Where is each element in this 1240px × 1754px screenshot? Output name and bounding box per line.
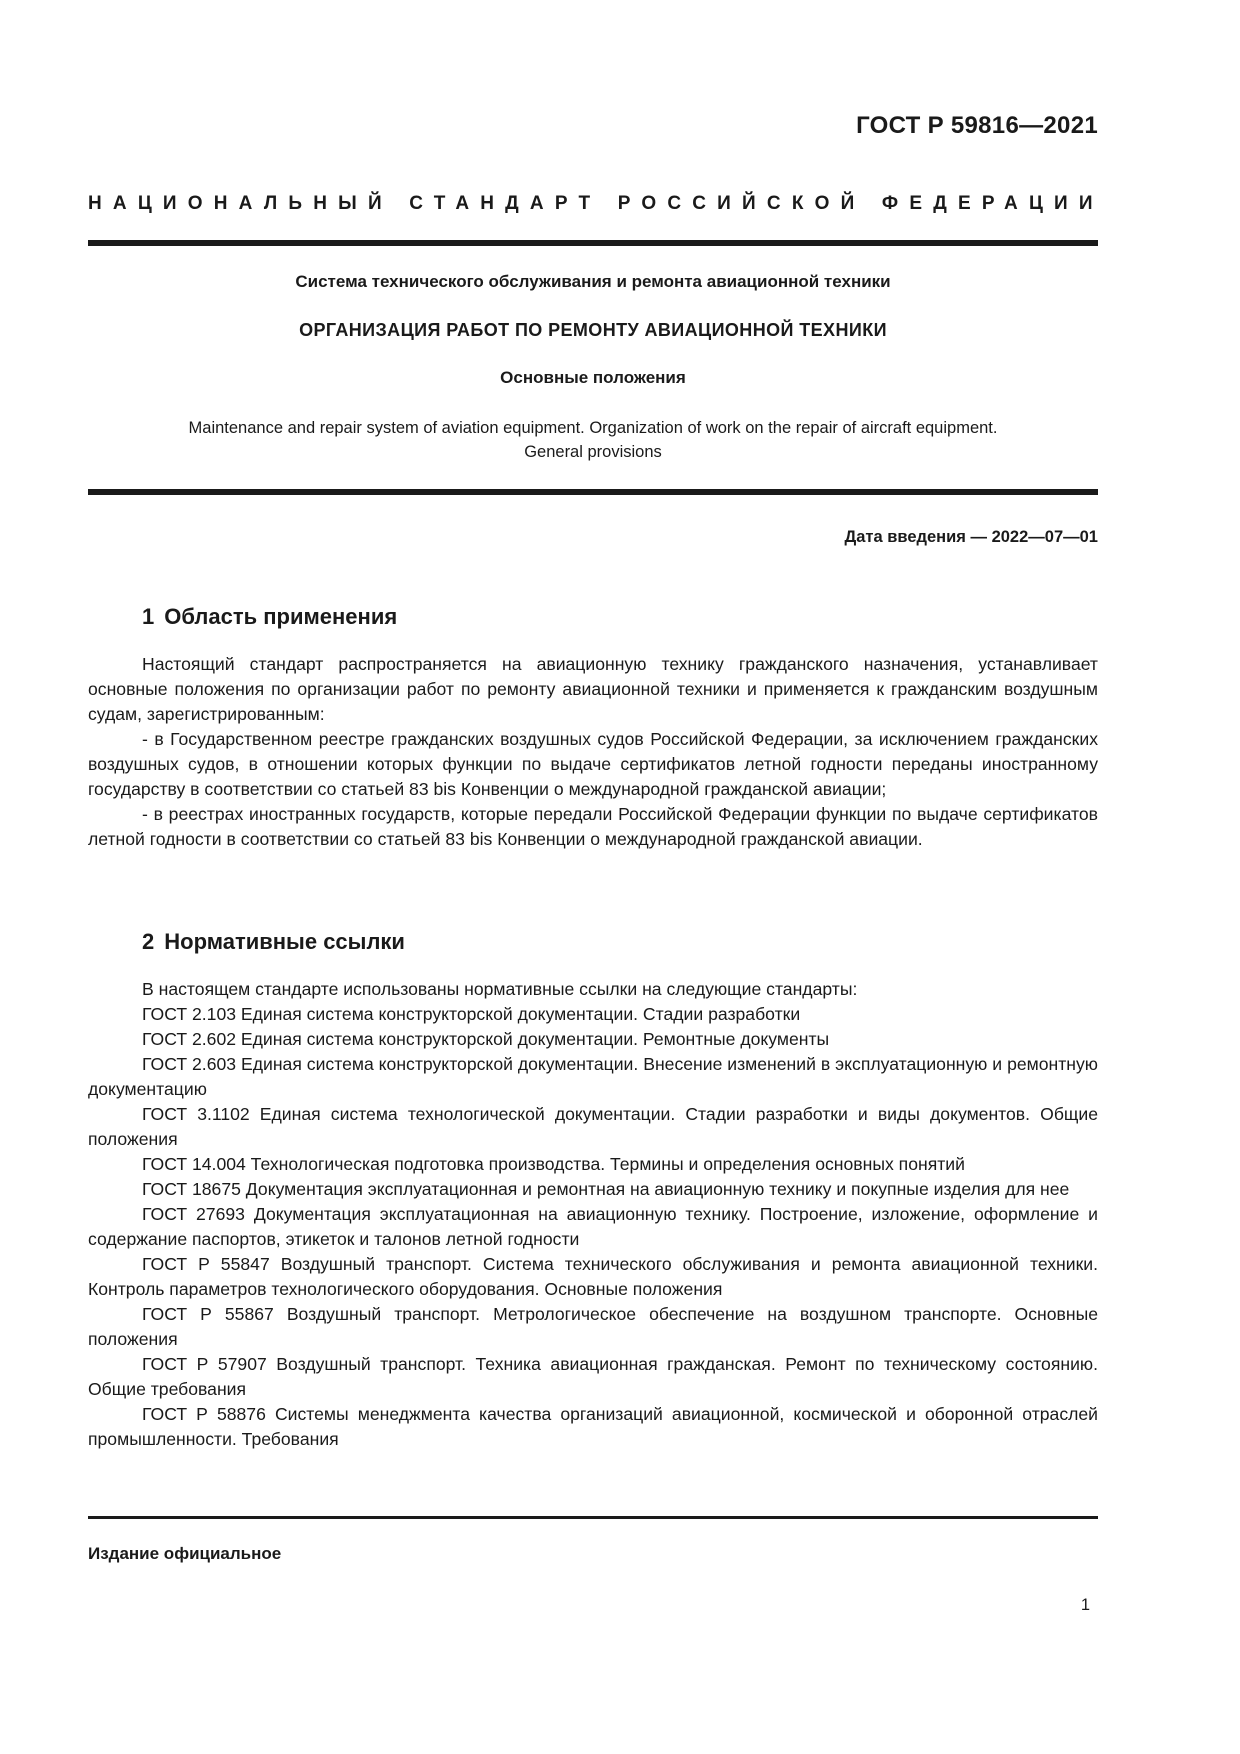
national-standard-banner: НАЦИОНАЛЬНЫЙ СТАНДАРТ РОССИЙСКОЙ ФЕДЕРАЦИИ [88, 193, 1104, 214]
section-2-body [88, 977, 1098, 1452]
introduction-date: Дата введения — 2022—07—01 [844, 528, 1098, 546]
normative-reference: В настоящем стандарте использованы нормативные ссылки на следующие стандарты: [142, 979, 858, 999]
section-2-number: 2 [142, 929, 155, 954]
standard-subtitle: Основные положения [500, 368, 686, 387]
normative-reference: ГОСТ 14.004 Технологическая подготовка производства. Термины и определения основных понятий [142, 1154, 965, 1174]
section-1-paragraph: - в реестрах иностранных государств, которые передали Российской Федерации функции по выдаче сертификатов летной годности в соответствии со статьей 83 bis Конвенции о международной гражданской авиации. [88, 804, 1098, 849]
normative-reference: ГОСТ 3.1102 Единая система технологической документации. Стадии разработки и виды документов. Общие положения [88, 1104, 1098, 1149]
standard-main-title: ОРГАНИЗАЦИЯ РАБОТ ПО РЕМОНТУ АВИАЦИОННОЙ ТЕХНИКИ [299, 320, 887, 340]
normative-reference: ГОСТ 27693 Документация эксплуатационная на авиационную технику. Построение, изложение, оформление и содержание паспортов, этикеток и талонов летной годности [88, 1204, 1098, 1249]
page-number: 1 [1080, 1596, 1090, 1614]
footer-rule [88, 1516, 1098, 1519]
official-edition-label: Издание официальное [88, 1544, 282, 1563]
normative-reference: ГОСТ Р 55847 Воздушный транспорт. Система технического обслуживания и ремонта авиационной техники. Контроль параметров технологического оборудования. Основные положения [88, 1254, 1098, 1299]
normative-reference: ГОСТ 18675 Документация эксплуатационная и ремонтная на авиационную технику и покупные изделия для нее [142, 1179, 1070, 1199]
english-title-line-2: General provisions [524, 443, 662, 461]
title-bottom-rule [88, 489, 1098, 495]
english-title [88, 416, 1098, 464]
section-1-number: 1 [142, 604, 155, 629]
normative-reference: ГОСТ Р 55867 Воздушный транспорт. Метрологическое обеспечение на воздушном транспорте. Основные положения [88, 1304, 1098, 1349]
section-2-title: Нормативные ссылки [164, 929, 405, 954]
normative-reference: ГОСТ 2.103 Единая система конструкторской документации. Стадии разработки [142, 1004, 801, 1024]
section-1-paragraph: Настоящий стандарт распространяется на авиационную технику гражданского назначения, устанавливает основные положения по организации работ по ремонту авиационной техники и применяется к гражданским воздушным судам, зарегистрированным: [88, 654, 1098, 724]
normative-reference: ГОСТ 2.602 Единая система конструкторской документации. Ремонтные документы [142, 1029, 830, 1049]
section-1-heading [142, 604, 397, 630]
normative-reference: ГОСТ 2.603 Единая система конструкторской документации. Внесение изменений в эксплуатационную и ремонтную документацию [88, 1054, 1098, 1099]
english-title-line-1: Maintenance and repair system of aviation equipment. Organization of work on the repair of aircraft equipment. [188, 419, 998, 437]
normative-reference: ГОСТ Р 58876 Системы менеджмента качества организаций авиационной, космической и оборонной отраслей промышленности. Требования [88, 1404, 1098, 1449]
section-1-paragraph: - в Государственном реестре гражданских воздушных судов Российской Федерации, за исключением гражданских воздушных судов, в отношении которых функции по выдаче сертификатов летной годности переданы иностранному государству в соответствии со статьей 83 bis Конвенции о международной гражданской авиации; [88, 729, 1098, 799]
section-1-body [88, 652, 1098, 852]
top-rule [88, 240, 1098, 246]
standard-system-title: Система технического обслуживания и ремонта авиационной техники [295, 272, 891, 291]
section-2-heading [142, 929, 405, 955]
normative-reference: ГОСТ Р 57907 Воздушный транспорт. Техника авиационная гражданская. Ремонт по техническому состоянию. Общие требования [88, 1354, 1098, 1399]
document-code: ГОСТ Р 59816—2021 [856, 112, 1098, 139]
section-1-title: Область применения [164, 604, 398, 629]
